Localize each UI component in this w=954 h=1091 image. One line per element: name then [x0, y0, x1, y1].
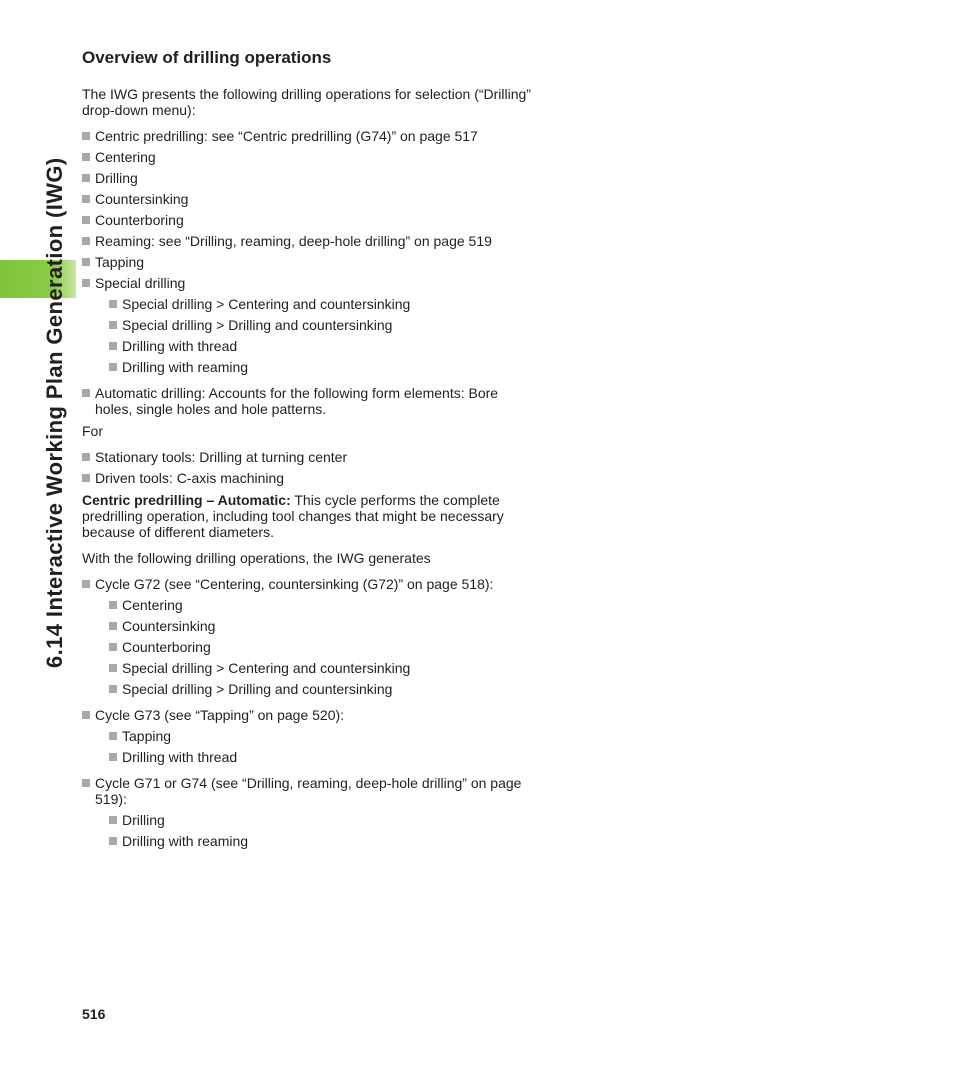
cycle-g73-sublist: [109, 728, 532, 765]
bullet-icon: [109, 732, 117, 740]
centric-bold-label: Centric predrilling – Automatic:: [82, 492, 291, 508]
list-item: Reaming: see “Drilling, reaming, deep-hole drilling” on page 519: [82, 233, 532, 249]
cycle-g72-sublist: [109, 597, 532, 697]
list-item: Cycle G73 (see “Tapping” on page 520): Tapping Drilling with thread: [82, 707, 532, 765]
list-item: Special drilling > Drilling and countersinking: [109, 317, 532, 333]
list-item: Automatic drilling: Accounts for the following form elements: Bore holes, single holes and hole patterns.: [82, 385, 532, 417]
list-item: Tapping: [109, 728, 532, 744]
chapter-title-text: 6.14 Interactive Working Plan Generation (IWG): [42, 157, 67, 668]
bullet-icon: [82, 216, 90, 224]
bullet-icon: [109, 643, 117, 651]
list-item: Drilling with thread: [109, 338, 532, 354]
bullet-icon: [82, 580, 90, 588]
bullet-icon: [109, 837, 117, 845]
list-item: Driven tools: C-axis machining: [82, 470, 532, 486]
bullet-icon: [109, 300, 117, 308]
bullet-icon: [109, 363, 117, 371]
bullet-icon: [109, 685, 117, 693]
special-drilling-sublist: [109, 296, 532, 375]
bullet-icon: [109, 622, 117, 630]
bullet-icon: [82, 174, 90, 182]
list-item: Special drilling > Drilling and countersinking: [109, 681, 532, 697]
list-item: Special drilling Special drilling > Centering and countersinking Special drilling > Drilling and countersinking Drilling with thread Drilling with reaming: [82, 275, 532, 375]
section-heading: Overview of drilling operations: [82, 48, 332, 67]
bullet-icon: [82, 711, 90, 719]
list-item: Counterboring: [82, 212, 532, 228]
bullet-icon: [82, 258, 90, 266]
list-item: Drilling with reaming: [109, 833, 532, 849]
list-item: Stationary tools: Drilling at turning center: [82, 449, 532, 465]
bullet-icon: [109, 816, 117, 824]
list-item: Centric predrilling: see “Centric predrilling (G74)” on page 517: [82, 128, 532, 144]
list-item: Cycle G71 or G74 (see “Drilling, reaming, deep-hole drilling” on page 519): Drilling Drilling with reaming: [82, 775, 532, 849]
list-item: Counterboring: [109, 639, 532, 655]
operations-list: [82, 128, 532, 417]
bullet-icon: [109, 321, 117, 329]
list-item: Drilling: [82, 170, 532, 186]
bullet-icon: [82, 132, 90, 140]
cycle-g71-g74-sublist: [109, 812, 532, 849]
list-item: Drilling with reaming: [109, 359, 532, 375]
cycles-list: [82, 576, 532, 849]
list-item: Drilling: [109, 812, 532, 828]
bullet-icon: [82, 474, 90, 482]
chapter-side-title: [0, 40, 76, 668]
bullet-icon: [109, 342, 117, 350]
bullet-icon: [82, 453, 90, 461]
bullet-icon: [82, 153, 90, 161]
list-item: Cycle G72 (see “Centering, countersinking (G72)” on page 518): Centering Countersinking Counterboring Special drilling > Centering and countersinking Special drilling > Drilling and countersinking: [82, 576, 532, 697]
list-item: Special drilling > Centering and countersinking: [109, 296, 532, 312]
bullet-icon: [82, 389, 90, 397]
for-label: For: [82, 423, 103, 439]
list-item: Centering: [109, 597, 532, 613]
bullet-icon: [109, 601, 117, 609]
bullet-icon: [82, 237, 90, 245]
with-following-paragraph: With the following drilling operations, the IWG generates: [82, 550, 431, 566]
bullet-icon: [82, 779, 90, 787]
list-item: Tapping: [82, 254, 532, 270]
list-item: Centering: [82, 149, 532, 165]
page-number: 516: [82, 1006, 106, 1022]
main-content: [82, 48, 532, 854]
bullet-icon: [82, 195, 90, 203]
bullet-icon: [82, 279, 90, 287]
list-item: Countersinking: [82, 191, 532, 207]
list-item: Drilling with thread: [109, 749, 532, 765]
centric-paragraph: Centric predrilling – Automatic: This cycle performs the complete predrilling operation, including tool changes that might be necessary because of different diameters.: [82, 492, 504, 540]
list-item: Special drilling > Centering and countersinking: [109, 660, 532, 676]
list-item: Countersinking: [109, 618, 532, 634]
for-list: [82, 449, 532, 486]
bullet-icon: [109, 664, 117, 672]
bullet-icon: [109, 753, 117, 761]
intro-paragraph: The IWG presents the following drilling operations for selection (“Drilling” drop-down menu):: [82, 86, 531, 118]
